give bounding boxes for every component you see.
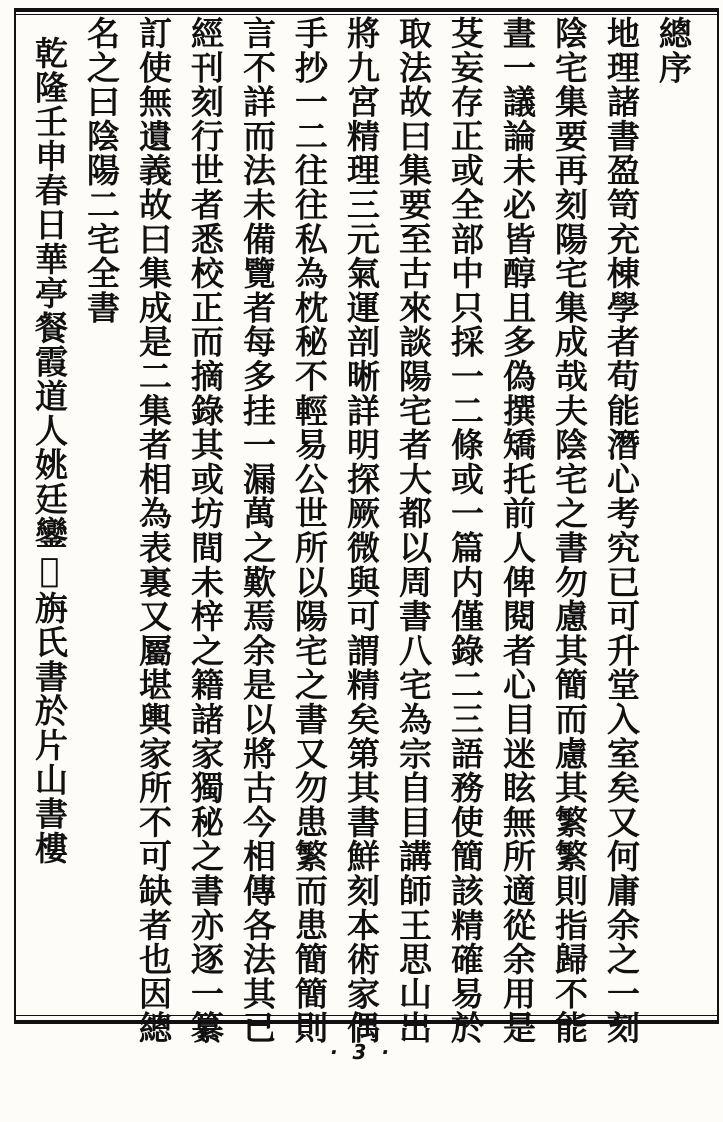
text-column-9: 經刊刻行世者悉校正而摘錄其或坊間未梓之籍諸家獨秘之書亦逐一纂 — [186, 16, 225, 1045]
page-number: · 3 · — [329, 1040, 394, 1064]
text-column-5: 取法故曰集要至古來談陽宅者大都以周書八宅為宗自目講師王思山出 — [394, 16, 433, 1045]
text-column-1: 地理諸書盈笥充棟學者苟能潛心考究已可升堂入室矣又何庸余之一刻 — [602, 16, 641, 1045]
text-column-6: 將九宮精理三元氣運剖晰詳明探厥微與可謂精矣第其書鮮刻本術家偶 — [342, 16, 381, 1045]
frame-top-border — [14, 8, 719, 12]
date-signature-line: 乾隆壬申春日華亭餐霞道人姚廷鑾𤄮旃氏書於片山書樓 — [30, 36, 69, 866]
frame-top-inner-border — [14, 14, 719, 15]
preface-title: 總序 — [654, 16, 693, 85]
frame-right-border — [717, 8, 719, 1024]
text-column-2: 陰宅集要再刻陽宅集成哉夫陰宅之書勿慮其簡而慮其繁繁則指歸不能 — [550, 16, 589, 1045]
text-column-3: 晝一議論未必皆醇且多偽撰矯托前人俾閱者心目迷眩無所適從余用是 — [498, 16, 537, 1045]
text-column-8: 言不詳而法未備覽者每多挂一漏萬之歎焉余是以將古今相傳各法其已 — [238, 16, 277, 1045]
text-block — [25, 16, 695, 1045]
text-column-10: 訂使無遺義故曰集成是二集者相為表裏又屬堪輿家所不可缺者也因總 — [134, 16, 173, 1045]
text-column-7: 手抄一二往往私為枕秘不輕易公世所以陽宅之書又勿患繁而患簡簡則 — [290, 16, 329, 1045]
frame-left-border — [14, 8, 16, 1024]
text-column-4: 芟妄存正或全部中只採一二條或一篇内僅錄二三語務使簡該精確易於 — [446, 16, 485, 1045]
text-column-11: 名之曰陰陽二宅全書 — [82, 16, 121, 325]
